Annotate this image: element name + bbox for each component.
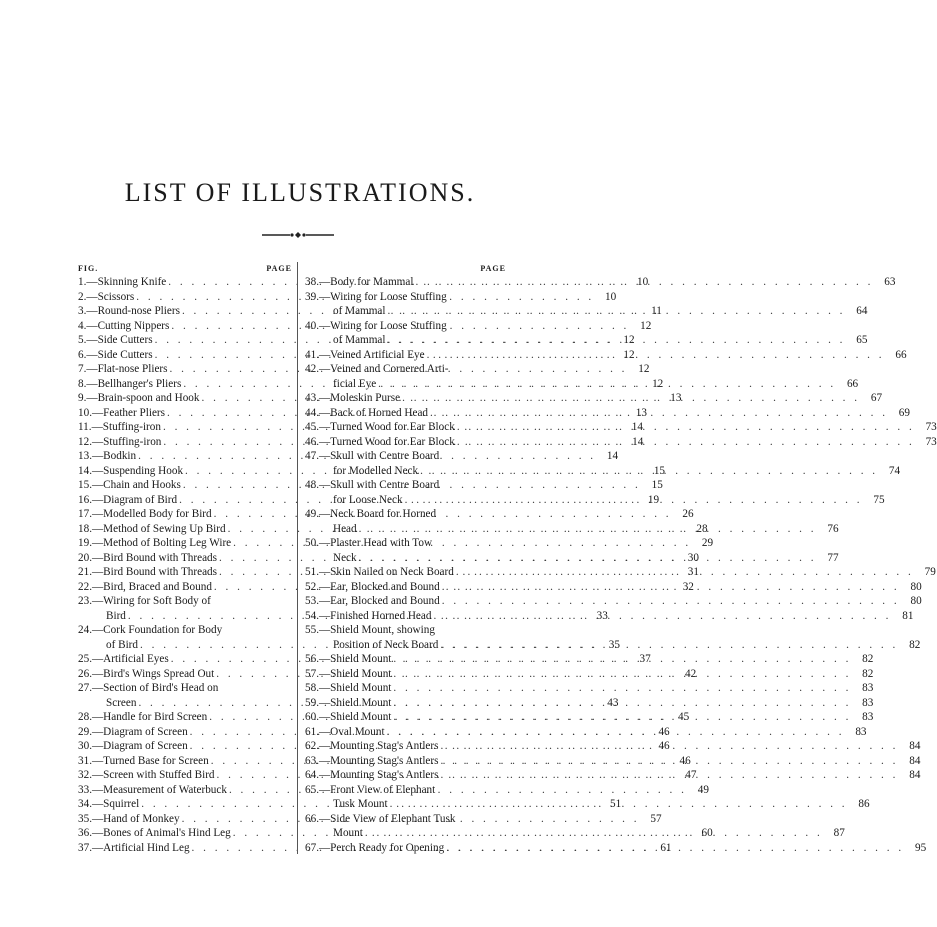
entry-title: 39.—Wiring for Loose Stuffing bbox=[305, 290, 447, 303]
entry-page-number: 29 bbox=[701, 537, 714, 549]
leader-dots bbox=[454, 565, 914, 580]
entry-title: Mount bbox=[333, 827, 363, 839]
leader-dots bbox=[391, 710, 851, 725]
entry-title: 21.—Bird Bound with Threads bbox=[78, 566, 218, 578]
leader-dots bbox=[425, 348, 885, 363]
leader-dots bbox=[418, 464, 878, 479]
entry-page-number: 30 bbox=[687, 551, 699, 564]
entry-title: 29.—Diagram of Screen bbox=[78, 725, 188, 738]
entry-page-number: 26 bbox=[682, 508, 694, 520]
leader-dots bbox=[431, 609, 891, 624]
leader-dots bbox=[357, 551, 817, 566]
entry-title: 51.—Skin Nailed on Neck Board bbox=[305, 566, 454, 578]
entry-title: 57.—Shield Mount bbox=[305, 667, 392, 680]
entry-page-number: 66 bbox=[846, 377, 859, 390]
leader-dots bbox=[428, 406, 888, 421]
entry-page-number: 47 bbox=[685, 769, 697, 781]
leader-dots bbox=[400, 391, 860, 406]
entry-title: 1.—Skinning Knife bbox=[78, 276, 167, 288]
entry-title: 62.—Mounting Stag's Antlers bbox=[305, 740, 439, 752]
entry-title: 6.—Side Cutters bbox=[78, 348, 153, 361]
illustration-entry bbox=[305, 290, 506, 305]
entry-page-number: 82 bbox=[909, 638, 921, 651]
entry-title: 49.—Neck Board for Horned bbox=[305, 508, 437, 520]
entry-title: 10.—Feather Pliers bbox=[78, 406, 165, 419]
entry-title: 33.—Measurement of Waterbuck bbox=[78, 783, 227, 796]
entry-title: Tusk Mount bbox=[333, 798, 388, 810]
entry-title: of Bird bbox=[106, 638, 139, 651]
entry-page-number: 46 bbox=[658, 740, 670, 752]
leader-dots bbox=[444, 841, 904, 856]
entry-title: 24.—Cork Foundation for Body bbox=[78, 624, 223, 636]
entry-title: 59.—Shield Mount bbox=[305, 696, 392, 709]
entry-page-number: 10 bbox=[637, 276, 649, 288]
column-header bbox=[305, 262, 506, 275]
entry-page-number: 80 bbox=[910, 595, 922, 607]
entry-title: 44.—Back of Horned Head bbox=[305, 406, 429, 419]
entry-title: 32.—Screen with Stuffed Bird bbox=[78, 769, 215, 781]
entry-page-number: 14 bbox=[632, 435, 644, 448]
entry-title: 5.—Side Cutters bbox=[78, 334, 153, 346]
entry-page-number: 43 bbox=[607, 696, 619, 709]
entry-page-number: 57 bbox=[650, 812, 662, 825]
entry-page-number: 15 bbox=[651, 479, 663, 491]
entry-title: 37.—Artificial Hind Leg bbox=[78, 841, 190, 854]
illustration-entry bbox=[305, 449, 506, 464]
entry-page-number: 12 bbox=[623, 348, 635, 361]
entry-title: 55.—Shield Mount, showing bbox=[305, 624, 435, 636]
entry-title: for Modelled Neck bbox=[333, 464, 419, 477]
entry-page-number: 37 bbox=[639, 653, 651, 665]
entry-page-number: 82 bbox=[862, 667, 874, 680]
entry-page-number: 13 bbox=[670, 392, 682, 404]
entry-title: 11.—Stuffing-iron bbox=[78, 421, 161, 433]
leader-dots bbox=[438, 754, 898, 769]
entry-title: 60.—Shield Mount bbox=[305, 711, 392, 723]
entry-title: 52.—Ear, Blocked and Bound bbox=[305, 580, 440, 593]
entry-page-number: 11 bbox=[651, 305, 662, 317]
entry-title: 25.—Artificial Eyes bbox=[78, 653, 169, 665]
column-divider bbox=[297, 262, 298, 854]
entry-title: Bird bbox=[106, 609, 126, 622]
entry-title: Position of Neck Board bbox=[333, 638, 439, 651]
illustration-entry bbox=[78, 623, 292, 638]
entry-page-number: 83 bbox=[862, 682, 874, 694]
page-header: PAGE bbox=[266, 264, 292, 273]
entry-page-number: 19 bbox=[647, 493, 660, 506]
entry-title: 14.—Suspending Hook bbox=[78, 464, 184, 477]
entry-page-number: 74 bbox=[888, 464, 901, 477]
entry-page-number: 46 bbox=[679, 754, 691, 767]
entry-title: 65.—Front View of Elephant bbox=[305, 783, 436, 796]
leader-dots bbox=[391, 652, 851, 667]
entry-page-number: 28 bbox=[696, 522, 708, 535]
entry-page-number: 49 bbox=[697, 783, 709, 796]
entry-page-number: 83 bbox=[855, 725, 867, 738]
entry-title: 7.—Flat-nose Pliers bbox=[78, 363, 168, 375]
entry-title: 9.—Brain-spoon and Hook bbox=[78, 392, 200, 404]
entry-page-number: 63 bbox=[884, 276, 896, 288]
illustration-entry bbox=[305, 783, 506, 798]
page-title: LIST OF ILLUSTRATIONS. bbox=[124, 178, 476, 207]
entry-page-number: 87 bbox=[833, 827, 845, 839]
entry-title: 3.—Round-nose Pliers bbox=[78, 305, 180, 317]
leader-dots bbox=[385, 725, 845, 740]
illustration-entry bbox=[305, 319, 506, 334]
entry-title: 38.—Body for Mammal bbox=[305, 276, 414, 288]
leader-dots bbox=[438, 638, 898, 653]
entry-title: 4.—Cutting Nippers bbox=[78, 319, 170, 332]
entry-title: 20.—Bird Bound with Threads bbox=[78, 551, 218, 564]
entry-title: 31.—Turned Base for Screen bbox=[78, 754, 209, 767]
entry-title: 50.—Plaster Head with Tow bbox=[305, 537, 433, 549]
entry-title: 63.—Mounting Stag's Antlers bbox=[305, 754, 439, 767]
leader-dots bbox=[413, 275, 873, 290]
entry-title: 23.—Wiring for Soft Body of bbox=[78, 595, 211, 607]
entry-page-number: 67 bbox=[870, 392, 883, 404]
entry-title: 8.—Bellhanger's Pliers bbox=[78, 377, 182, 390]
entry-title: 26.—Bird's Wings Spread Out bbox=[78, 667, 215, 680]
entry-title: 41.—Veined Artificial Eye bbox=[305, 348, 425, 361]
illustration-entry bbox=[305, 536, 506, 551]
illustration-entry bbox=[305, 507, 506, 522]
entry-title: for Loose Neck bbox=[333, 493, 403, 506]
entry-title: 45.—Turned Wood for Ear Block bbox=[305, 421, 455, 433]
entry-page-number: 14 bbox=[631, 421, 643, 433]
illustration-entry bbox=[305, 812, 506, 827]
illustration-entry bbox=[78, 594, 292, 609]
leader-dots bbox=[455, 435, 915, 450]
entry-page-number: 61 bbox=[660, 841, 672, 854]
entry-page-number: 60 bbox=[701, 827, 713, 839]
entry-page-number: 77 bbox=[827, 551, 839, 564]
leader-dots bbox=[391, 681, 851, 696]
entry-title: 30.—Diagram of Screen bbox=[78, 740, 188, 752]
entry-page-number: 12 bbox=[652, 377, 664, 390]
entry-page-number: 33 bbox=[596, 609, 608, 622]
entry-page-number: 10 bbox=[605, 290, 617, 303]
illustration-entry bbox=[305, 594, 922, 609]
illustration-entry bbox=[305, 362, 506, 377]
leader-dots bbox=[438, 768, 898, 783]
entry-page-number: 82 bbox=[862, 653, 874, 665]
entry-title: 61.—Oval Mount bbox=[305, 725, 385, 738]
leader-dots bbox=[363, 826, 823, 841]
entry-page-number: 75 bbox=[873, 493, 885, 506]
entry-page-number: 14 bbox=[606, 450, 619, 462]
fig-header: FIG. bbox=[78, 264, 99, 273]
entry-title: 19.—Method of Bolting Leg Wire bbox=[78, 537, 232, 549]
entry-title: 22.—Bird, Braced and Bound bbox=[78, 580, 212, 593]
entry-title: 53.—Ear, Blocked and Bound bbox=[305, 595, 440, 607]
entry-page-number: 45 bbox=[678, 711, 690, 723]
leader-dots bbox=[403, 493, 863, 508]
entry-page-number: 69 bbox=[898, 406, 910, 419]
entry-title: 56.—Shield Mount bbox=[305, 653, 392, 665]
leader-dots bbox=[388, 797, 848, 812]
entry-title: 28.—Handle for Bird Screen bbox=[78, 711, 208, 723]
entry-title: 48.—Skull with Centre Board bbox=[305, 479, 440, 491]
entry-title: 2.—Scissors bbox=[78, 290, 135, 303]
entry-title: Head bbox=[333, 522, 357, 535]
illustration-entry bbox=[78, 681, 292, 696]
entry-title: 35.—Hand of Monkey bbox=[78, 812, 180, 825]
entry-page-number: 95 bbox=[914, 841, 927, 854]
entry-page-number: 32 bbox=[682, 580, 694, 593]
entry-page-number: 35 bbox=[608, 638, 620, 651]
leader-dots bbox=[455, 420, 915, 435]
entry-page-number: 12 bbox=[638, 363, 650, 375]
illustration-entry bbox=[305, 623, 506, 638]
entry-title: ficial Eye bbox=[333, 377, 377, 390]
entry-title: 18.—Method of Sewing Up Bird bbox=[78, 522, 226, 535]
illustration-entry bbox=[305, 681, 874, 696]
entry-page-number: 83 bbox=[862, 711, 874, 723]
entry-page-number: 51 bbox=[609, 798, 622, 810]
entry-page-number: 86 bbox=[858, 798, 870, 810]
entry-page-number: 64 bbox=[856, 305, 868, 317]
entry-page-number: 31 bbox=[687, 566, 699, 578]
leader-dots bbox=[438, 739, 898, 754]
illustration-entry bbox=[305, 478, 506, 493]
leader-dots bbox=[391, 667, 851, 682]
leader-dots bbox=[391, 696, 851, 711]
leader-dots bbox=[386, 304, 846, 319]
entry-title: 27.—Section of Bird's Head on bbox=[78, 682, 219, 694]
leader-dots bbox=[386, 333, 846, 348]
entry-title: Neck bbox=[333, 551, 357, 564]
entry-title: 47.—Skull with Centre Board bbox=[305, 450, 440, 462]
entry-page-number: 12 bbox=[640, 319, 652, 332]
entry-title: 42.—Veined and Cornered Arti- bbox=[305, 363, 449, 375]
column-header bbox=[78, 262, 292, 275]
leader-dots bbox=[357, 522, 817, 537]
leader-dots bbox=[376, 377, 836, 392]
entry-title: 66.—Side View of Elephant Tusk bbox=[305, 812, 456, 825]
entry-title: 36.—Bones of Animal's Hind Leg bbox=[78, 827, 231, 839]
entry-page-number: 46 bbox=[658, 725, 670, 738]
entry-page-number: 66 bbox=[895, 348, 907, 361]
entry-title: 64.—Mounting Stag's Antlers bbox=[305, 769, 439, 781]
entry-title: of Mammal bbox=[333, 305, 386, 317]
ornament-divider bbox=[262, 229, 334, 241]
entry-page-number: 84 bbox=[909, 754, 921, 767]
entry-title: Screen bbox=[106, 696, 137, 709]
entry-title: 67.—Perch Ready for Opening bbox=[305, 841, 445, 854]
page-header: PAGE bbox=[480, 264, 506, 273]
entry-title: 17.—Modelled Body for Bird bbox=[78, 508, 212, 520]
entry-title: 58.—Shield Mount bbox=[305, 682, 392, 694]
entry-title: 40.—Wiring for Loose Stuffing bbox=[305, 319, 447, 332]
entry-page-number: 76 bbox=[827, 522, 839, 535]
entry-title: 15.—Chain and Hooks bbox=[78, 479, 181, 491]
leader-dots bbox=[440, 594, 900, 609]
entry-page-number: 15 bbox=[653, 464, 665, 477]
entry-title: 12.—Stuffing-iron bbox=[78, 435, 162, 448]
entry-title: 46.—Turned Wood for Ear Block bbox=[305, 435, 455, 448]
entry-page-number: 84 bbox=[909, 769, 921, 781]
entry-page-number: 42 bbox=[685, 667, 697, 680]
entry-page-number: 83 bbox=[862, 696, 874, 709]
entry-title: 43.—Moleskin Purse bbox=[305, 392, 401, 404]
leader-dots bbox=[440, 580, 900, 595]
entry-page-number: 80 bbox=[910, 580, 922, 593]
entry-page-number: 65 bbox=[856, 334, 868, 346]
entry-page-number: 12 bbox=[623, 334, 635, 346]
entry-page-number: 79 bbox=[924, 566, 936, 578]
entry-title: of Mammal bbox=[333, 334, 386, 346]
entry-page-number: 13 bbox=[635, 406, 647, 419]
entry-page-number: 81 bbox=[902, 609, 914, 622]
entry-page-number: 84 bbox=[909, 740, 921, 752]
entry-title: 13.—Bodkin bbox=[78, 450, 137, 462]
entry-title: 16.—Diagram of Bird bbox=[78, 493, 178, 506]
entry-page-number: 73 bbox=[925, 421, 937, 433]
entry-page-number: 73 bbox=[925, 435, 937, 448]
entry-title: 34.—Squirrel bbox=[78, 798, 140, 810]
entry-title: 54.—Finished Horned Head bbox=[305, 609, 432, 622]
